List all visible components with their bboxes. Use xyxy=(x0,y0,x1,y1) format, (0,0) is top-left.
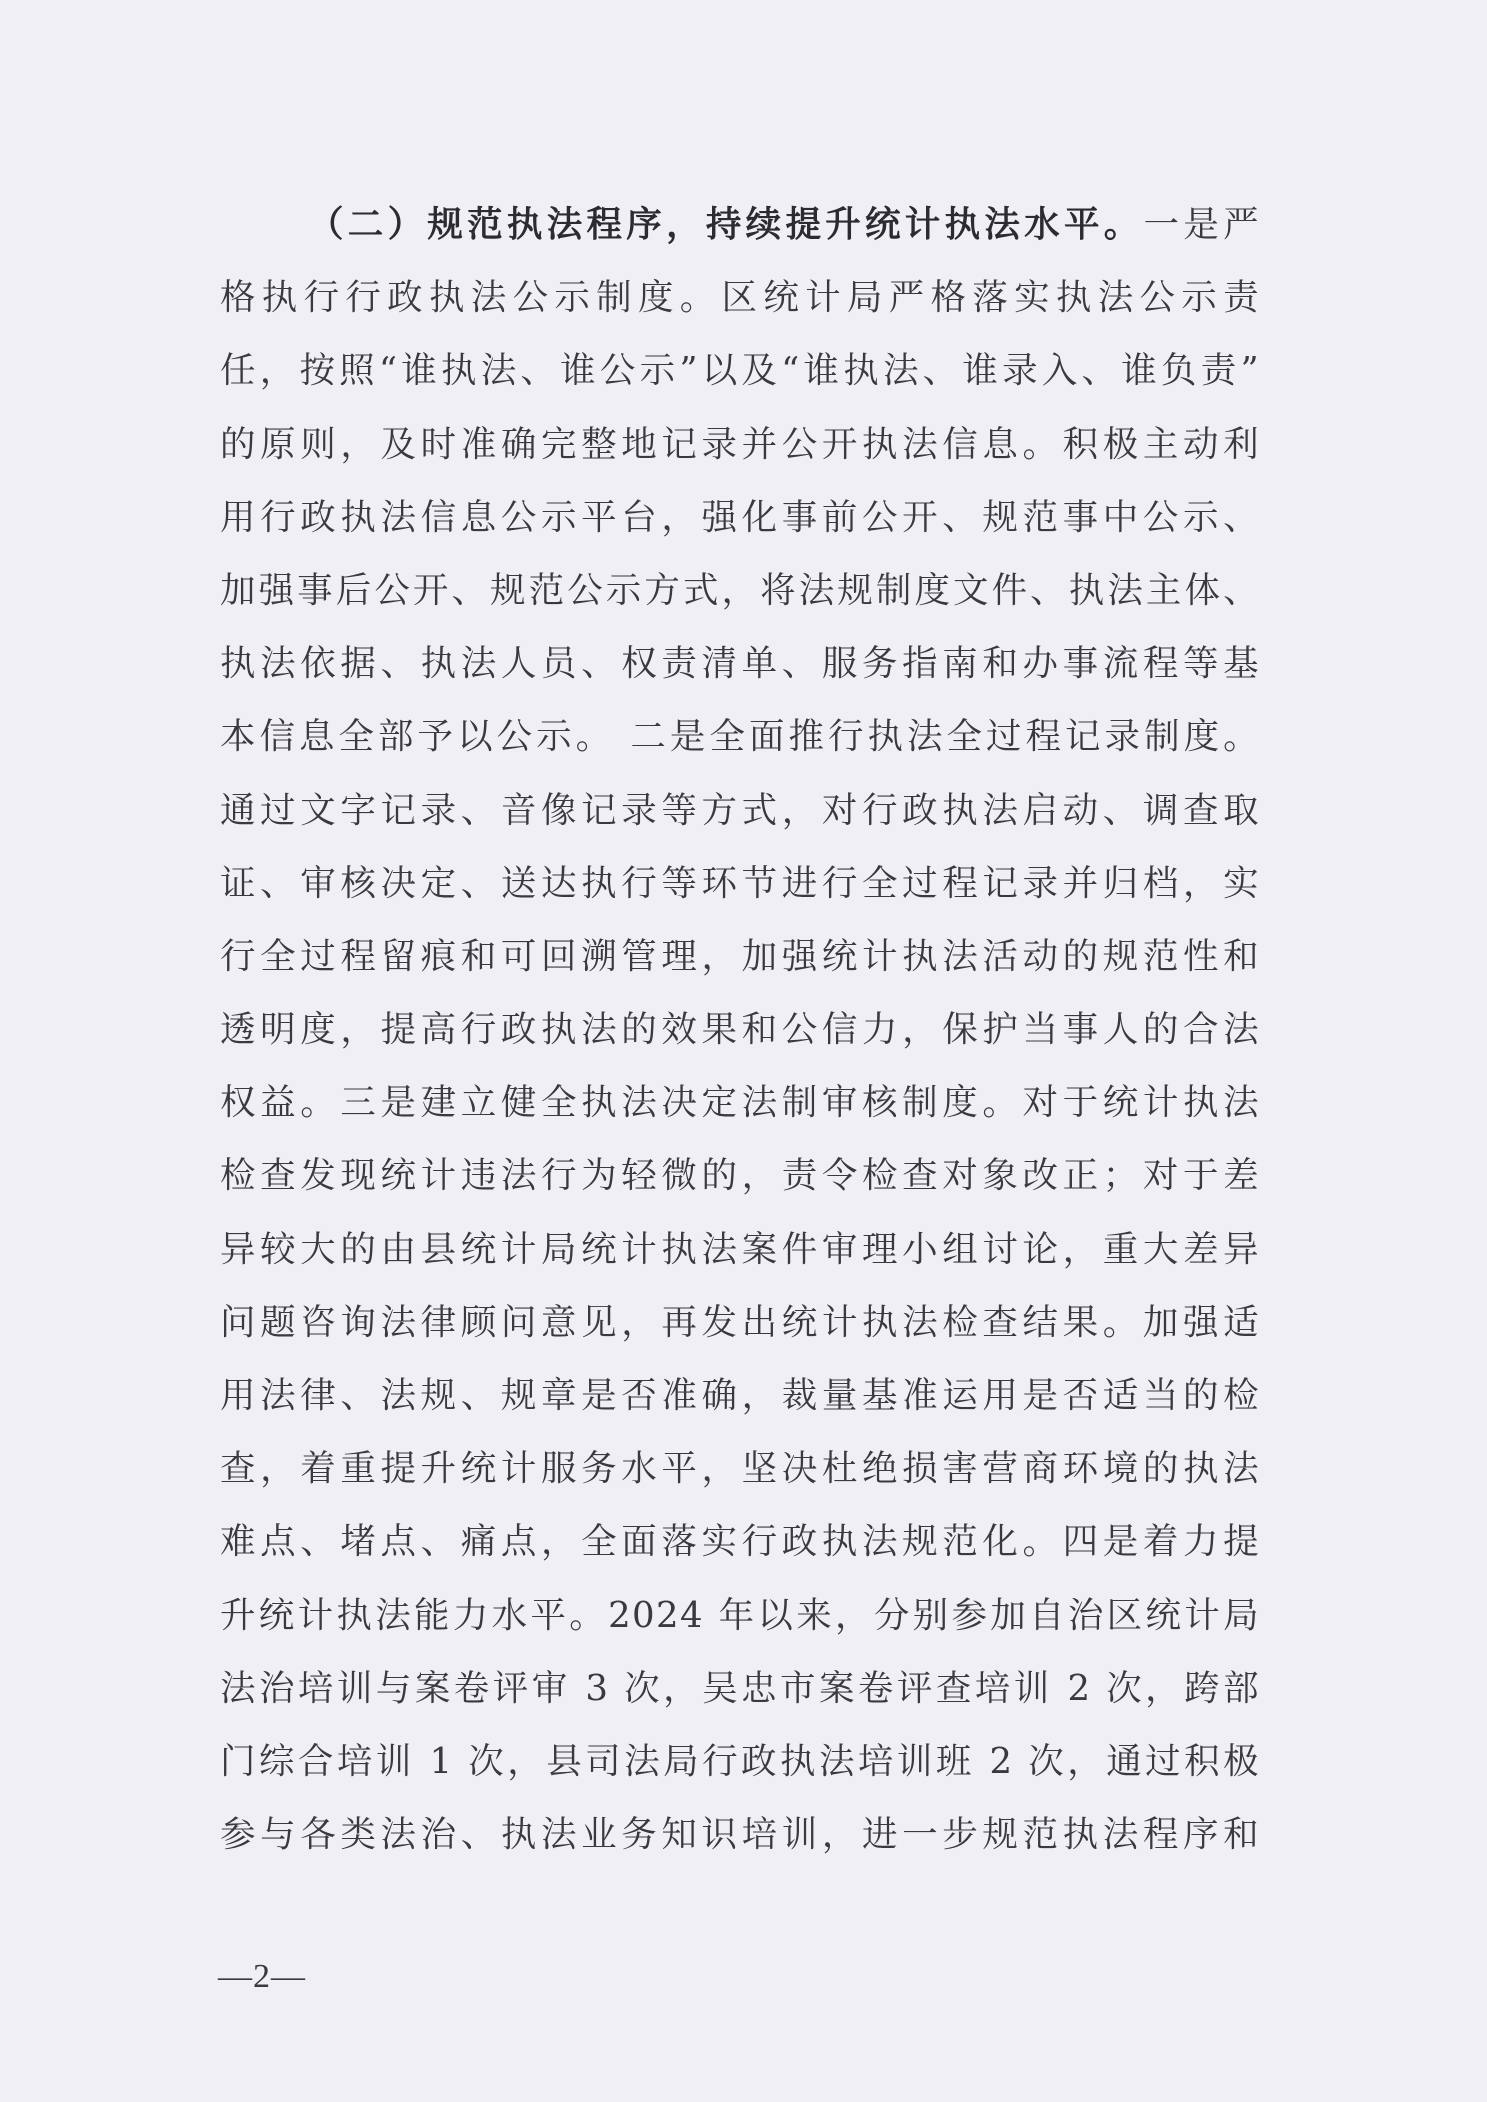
section-heading: （二）规范执法程序，持续提升统计执法水平。 xyxy=(308,204,1144,245)
paragraph-line: 用法律、法规、规章是否准确，裁量基准运用是否适当的检 xyxy=(220,1375,1260,1416)
paragraph-line: 查，着重提升统计服务水平，坚决杜绝损害营商环境的执法 xyxy=(220,1448,1260,1490)
paragraph-line: 执法依据、执法人员、权责清单、服务指南和办事流程等基 xyxy=(220,643,1260,685)
paragraph-line: 本信息全部予以公示。 二是全面推行执法全过程记录制度。 xyxy=(220,716,1260,758)
paragraph-line: 法治培训与案卷评审 3 次，吴忠市案卷评查培训 2 次，跨部 xyxy=(220,1667,1260,1709)
paragraph-line: 检查发现统计违法行为轻微的，责令检查对象改正；对于差 xyxy=(220,1155,1260,1197)
paragraph-line: 的原则，及时准确完整地记录并公开执法信息。积极主动利 xyxy=(220,423,1260,465)
paragraph-line xyxy=(220,188,1260,261)
page-number: —2— xyxy=(218,1958,306,1995)
paragraph-line: 格执行行政执法公示制度。区统计局严格落实执法公示责 xyxy=(220,277,1260,319)
paragraph-line: 任，按照“谁执法、谁公示”以及“谁执法、谁录入、谁负责” xyxy=(220,350,1260,392)
paragraph-line: 用行政执法信息公示平台，强化事前公开、规范事中公示、 xyxy=(220,496,1260,538)
paragraph-line: 升统计执法能力水平。2024 年以来，分别参加自治区统计局 xyxy=(220,1594,1260,1636)
paragraph-line: 问题咨询法律顾问意见，再发出统计执法检查结果。加强适 xyxy=(220,1301,1260,1343)
paragraph-line: 通过文字记录、音像记录等方式，对行政执法启动、调查取 xyxy=(220,789,1260,831)
paragraph-line: 权益。三是建立健全执法决定法制审核制度。对于统计执法 xyxy=(220,1082,1260,1124)
paragraph-line: 参与各类法治、执法业务知识培训，进一步规范执法程序和 xyxy=(220,1814,1260,1856)
paragraph-line: 透明度，提高行政执法的效果和公信力，保护当事人的合法 xyxy=(220,1009,1260,1051)
paragraph-line: 难点、堵点、痛点，全面落实行政执法规范化。四是着力提 xyxy=(220,1521,1260,1563)
paragraph-line: 异较大的由县统计局统计执法案件审理小组讨论，重大差异 xyxy=(220,1228,1260,1270)
paragraph-line: 行全过程留痕和可回溯管理，加强统计执法活动的规范性和 xyxy=(220,935,1260,977)
paragraph-line: 证、审核决定、送达执行等环节进行全过程记录并归档，实 xyxy=(220,862,1260,904)
document-body xyxy=(220,188,1260,1871)
paragraph-line: 加强事后公开、规范公示方式，将法规制度文件、执法主体、 xyxy=(220,569,1260,611)
line-text: 一是严 xyxy=(1143,204,1260,245)
paragraph-line: 门综合培训 1 次，县司法局行政执法培训班 2 次，通过积极 xyxy=(220,1740,1260,1782)
